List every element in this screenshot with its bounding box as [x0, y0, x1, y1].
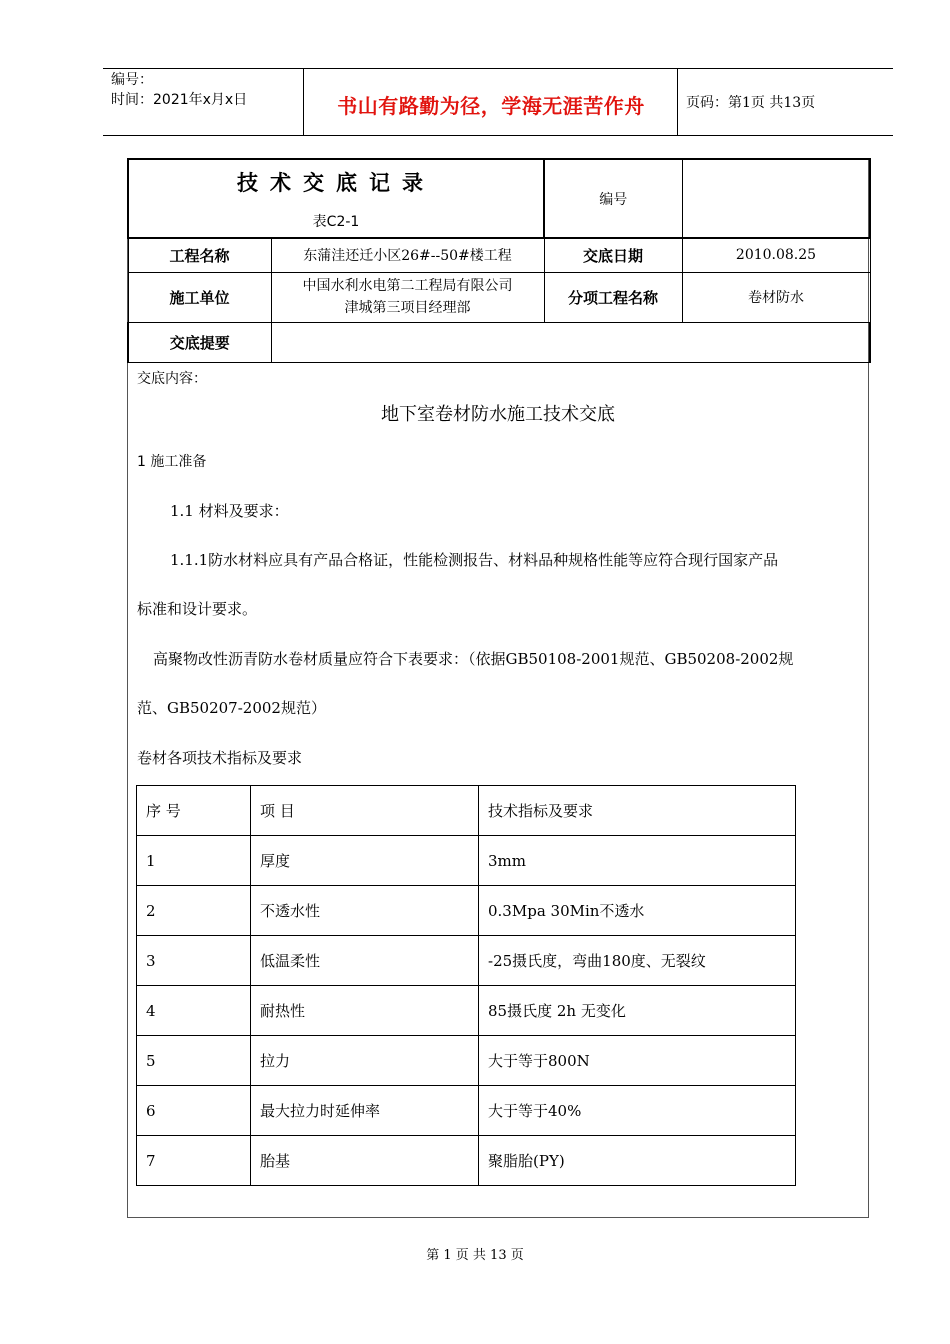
spec-index: 1 — [137, 836, 251, 886]
spec-requirement: 大于等于40% — [479, 1086, 796, 1136]
record-title: 技术交底记录 — [237, 170, 435, 195]
spec-table — [136, 785, 796, 1186]
summary-label: 交底提要 — [128, 322, 271, 362]
content-label: 交底内容： — [137, 371, 207, 387]
spec-item: 厚度 — [251, 836, 479, 886]
spec-item: 低温柔性 — [251, 936, 479, 986]
date-value: 2010.08.25 — [682, 238, 870, 272]
number-label: 编号 — [544, 159, 682, 238]
header-time-label: 时间：2021年x月x日 — [111, 92, 248, 108]
record-form-no: 表C2-1 — [312, 213, 360, 230]
unit-label: 施工单位 — [128, 272, 271, 322]
table-row — [137, 936, 796, 986]
spec-item: 最大拉力时延伸率 — [251, 1086, 479, 1136]
spec-requirement: -25摄氏度，弯曲180度、无裂纹 — [479, 936, 796, 986]
subproject-label: 分项工程名称 — [544, 272, 682, 322]
number-value — [682, 159, 870, 238]
unit-row — [128, 272, 870, 322]
spec-index: 2 — [137, 886, 251, 936]
header-divider-left — [303, 68, 304, 136]
unit-value — [271, 272, 544, 322]
spec-index: 6 — [137, 1086, 251, 1136]
header-meta — [111, 70, 247, 110]
date-label: 交底日期 — [544, 238, 682, 272]
spec-table-header-row — [137, 786, 796, 836]
paragraph-1-line-1: 1.1.1防水材料应具有产品合格证，性能检测报告、材料品种规格性能等应符合现行国家产品 — [170, 551, 779, 569]
spec-requirement: 大于等于800N — [479, 1036, 796, 1086]
spec-requirement: 85摄氏度 2h 无变化 — [479, 986, 796, 1036]
table-row — [137, 986, 796, 1036]
spec-item: 不透水性 — [251, 886, 479, 936]
section-1-1-heading: 1.1 材料及要求： — [170, 502, 289, 520]
table-row — [137, 1136, 796, 1186]
spec-header-item: 项 目 — [251, 786, 479, 836]
spec-requirement: 0.3Mpa 30Min不透水 — [479, 886, 796, 936]
paragraph-1-line-2: 标准和设计要求。 — [137, 600, 258, 618]
header-divider-right — [677, 68, 678, 136]
spec-header-requirement: 技术指标及要求 — [479, 786, 796, 836]
table-row — [137, 1036, 796, 1086]
content-heading: 地下室卷材防水施工技术交底 — [381, 404, 615, 425]
project-name-value: 东蒲洼还迁小区26#--50#楼工程 — [271, 238, 544, 272]
summary-row — [128, 322, 870, 362]
title-row — [128, 159, 870, 238]
record-info-table — [127, 158, 871, 363]
subproject-value: 卷材防水 — [682, 272, 870, 322]
paragraph-2-line-1: 高聚物改性沥青防水卷材质量应符合下表要求：（依据GB50108-2001规范、GB50208-2002规 — [153, 650, 794, 668]
spec-requirement: 聚脂胎(PY) — [479, 1136, 796, 1186]
page-footer: 第 1 页 共 13 页 — [426, 1248, 524, 1263]
unit-line-2: 津城第三项目经理部 — [344, 300, 471, 316]
title-cell — [128, 159, 544, 238]
table-row — [137, 1086, 796, 1136]
table-row — [137, 836, 796, 886]
spec-index: 7 — [137, 1136, 251, 1186]
project-row — [128, 238, 870, 272]
spec-header-index: 序 号 — [137, 786, 251, 836]
unit-line-1: 中国水利水电第二工程局有限公司 — [302, 278, 513, 294]
summary-value — [271, 322, 870, 362]
spec-index: 4 — [137, 986, 251, 1036]
spec-requirement: 3mm — [479, 836, 796, 886]
header-bottom-rule — [103, 135, 893, 136]
header-top-rule — [103, 68, 893, 69]
header-page-info: 页码：第1页 共13页 — [686, 95, 816, 111]
spec-index: 5 — [137, 1036, 251, 1086]
paragraph-2-line-2: 范、GB50207-2002规范） — [137, 699, 326, 717]
section-1-heading: 1 施工准备 — [137, 454, 207, 470]
table-caption: 卷材各项技术指标及要求 — [137, 749, 303, 767]
header-code-label: 编号： — [111, 72, 153, 88]
table-row — [137, 886, 796, 936]
spec-index: 3 — [137, 936, 251, 986]
spec-item: 胎基 — [251, 1136, 479, 1186]
project-name-label: 工程名称 — [128, 238, 271, 272]
header-slogan: 书山有路勤为径，学海无涯苦作舟 — [337, 94, 645, 118]
spec-item: 耐热性 — [251, 986, 479, 1036]
spec-item: 拉力 — [251, 1036, 479, 1086]
